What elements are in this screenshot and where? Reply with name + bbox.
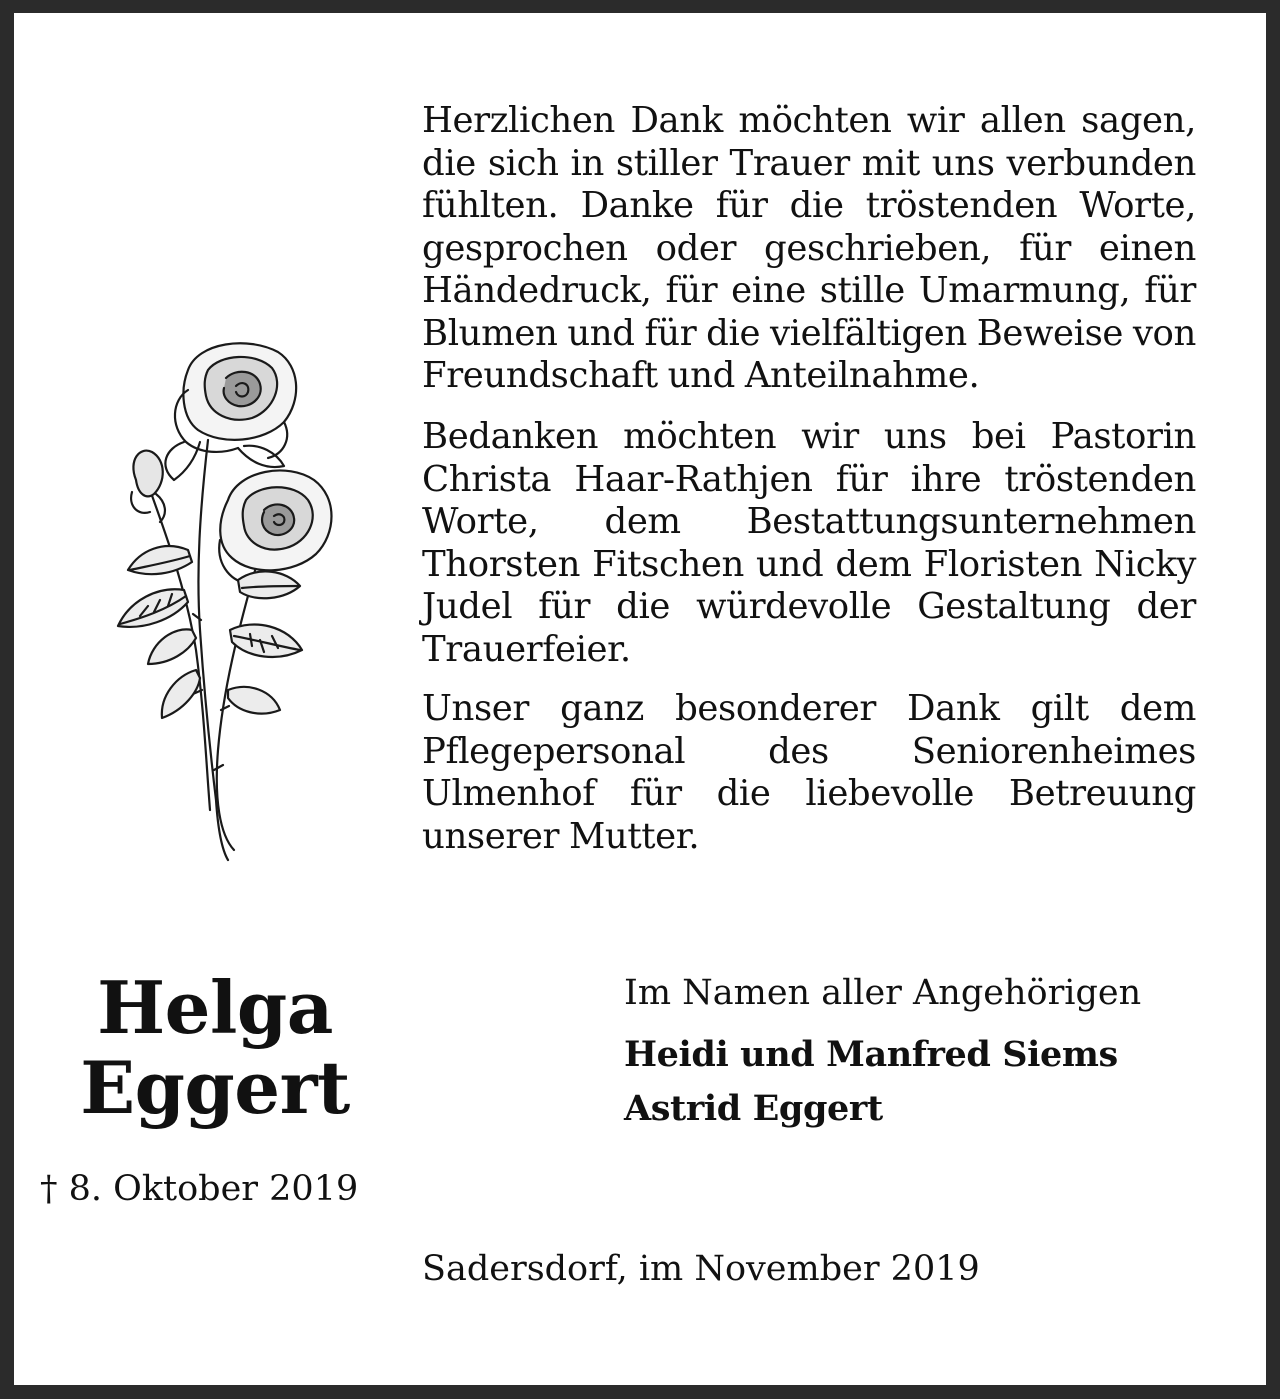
- rose-leaf: [238, 571, 300, 598]
- rose-stem-main: [198, 440, 228, 860]
- thanks-paragraph-1: Herzlichen Dank möchten wir allen sagen, die sich in stiller Trauer mit uns verbunden fühlten. Danke für die tröstenden Worte, gesprochen oder geschrieben, für einen Händedruck, für eine stille Umarmung, für Blumen und für die vielfältigen Beweise von Freundschaft und Anteilnahme.: [422, 100, 1196, 396]
- rose-leaf: [230, 624, 302, 656]
- rose-illustration: [88, 330, 348, 870]
- signoff-line: Im Namen aller Angehörigen: [624, 973, 1142, 1013]
- place-and-date: Sadersdorf, im November 2019: [422, 1249, 980, 1289]
- rose-bud: [133, 451, 162, 497]
- signer-name: Astrid Eggert: [624, 1088, 883, 1129]
- thanks-paragraph-3: Unser ganz besonderer Dank gilt dem Pflegepersonal des Seniorenheimes Ulmenhof für die liebevolle Betreuung unserer Mutter.: [422, 688, 1196, 857]
- signer-name: Heidi und Manfred Siems: [624, 1034, 1118, 1075]
- thanks-paragraph-2: Bedanken möchten wir uns bei Pastorin Christa Haar-Rathjen für ihre tröstenden Worte, dem Bestattungsunternehmen Thorsten Fitschen und dem Floristen Nicky Judel für die würdevolle Gestaltung der Trauerfeier.: [422, 416, 1196, 670]
- rose-leaf: [228, 687, 280, 714]
- rose-leaf: [162, 670, 200, 718]
- rose-leaf: [148, 629, 196, 664]
- rose-leaf: [128, 546, 192, 574]
- deceased-first-name: Helga: [97, 965, 333, 1050]
- death-date: † 8. Oktober 2019: [40, 1169, 359, 1209]
- deceased-last-name: Eggert: [80, 1045, 350, 1130]
